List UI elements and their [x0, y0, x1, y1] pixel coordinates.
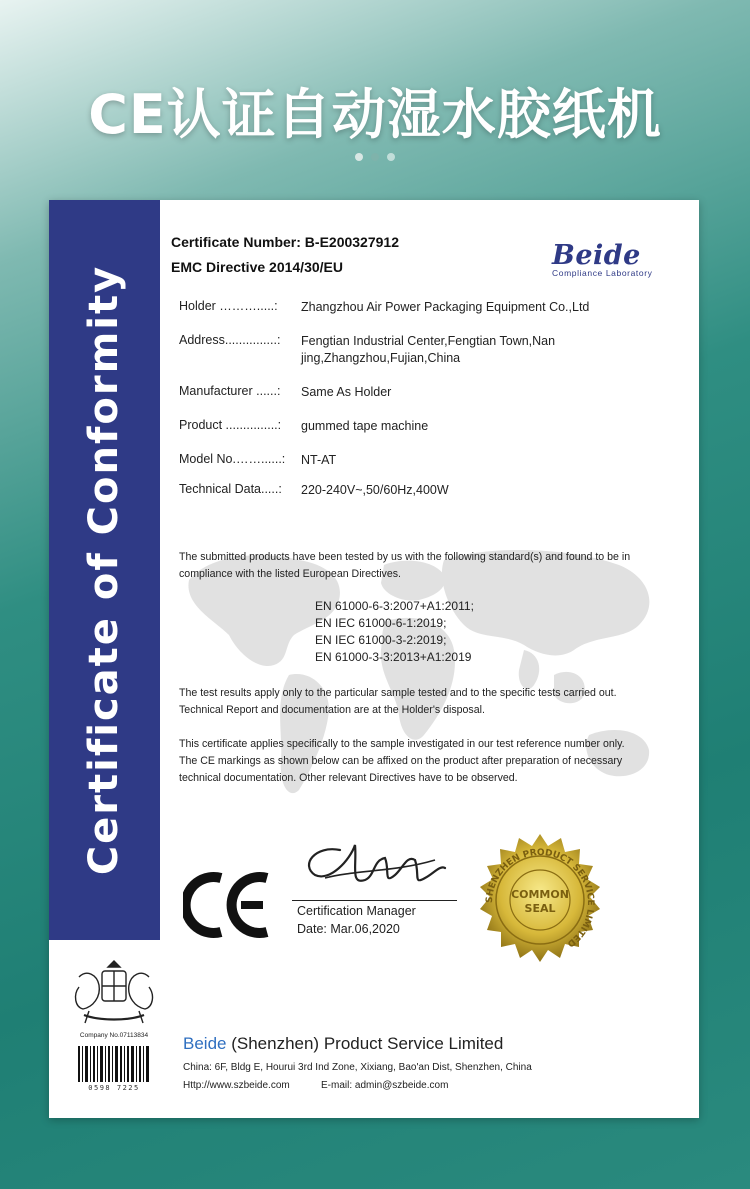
standard-item: EN IEC 61000-6-1:2019;: [315, 616, 447, 630]
field-label: Manufacturer ......:: [179, 384, 281, 398]
royal-crest-icon: [69, 955, 159, 1031]
ce-mark: [183, 870, 273, 940]
seal-line-2: SEAL: [524, 902, 556, 915]
field-label: Holder ……….....:: [179, 299, 278, 313]
field-label: Product ...............:: [179, 418, 282, 432]
common-seal: [469, 832, 611, 974]
standard-item: EN 61000-3-3:2013+A1:2019: [315, 650, 472, 664]
seal-ring-text: SHENZHEN PRODUCT SERVICE LIMITED: [484, 847, 596, 949]
dot-2[interactable]: [371, 153, 379, 161]
barcode-number: 0598 7225: [88, 1084, 140, 1092]
carousel-dots: [0, 148, 750, 166]
text-line: technical documentation. Other relevant Directives have to be observed.: [179, 772, 518, 784]
standards-list: [315, 598, 474, 666]
side-band: [49, 200, 160, 940]
text-line: The CE markings as shown below can be affixed on the product after preparation of necessary: [179, 755, 623, 767]
text-line: Technical Report and documentation are at the Holder's disposal.: [179, 704, 485, 716]
issue-date: Date: Mar.06,2020: [297, 922, 400, 936]
field-value: NT-AT: [301, 453, 337, 467]
field-value: 220-240V~,50/60Hz,400W: [301, 483, 449, 497]
text-line: The submitted products have been tested by us with the following standard(s) and found to be in: [179, 551, 631, 563]
brand-logo: [552, 240, 652, 278]
footer-brand: Beide: [183, 1034, 227, 1053]
page-title: CE认证自动湿水胶纸机: [88, 83, 662, 146]
signature: [295, 830, 455, 900]
field-value: gummed tape machine: [301, 419, 429, 433]
field-value: Same As Holder: [301, 385, 392, 399]
footer-company-name: (Shenzhen) Product Service Limited: [226, 1034, 504, 1053]
standard-item: EN IEC 61000-3-2:2019;: [315, 633, 447, 647]
brand-name: Beide: [552, 240, 641, 271]
field-label: Technical Data.....:: [179, 482, 282, 496]
seal-line-1: COMMON: [511, 888, 569, 901]
dot-1[interactable]: [355, 153, 363, 161]
footer-website[interactable]: Http://www.szbeide.com: [183, 1080, 290, 1091]
standard-item: EN 61000-6-3:2007+A1:2011;: [315, 599, 474, 613]
company-number: Company No.07113834: [79, 1032, 149, 1039]
signature-line: [292, 900, 457, 901]
footer-company: [183, 1034, 503, 1054]
field-value: Fengtian Industrial Center,Fengtian Town,Nan: [301, 334, 556, 348]
certificate-document: [49, 200, 699, 1118]
text-line: The test results apply only to the particular sample tested and to the specific tests carried out.: [179, 687, 617, 699]
intro-paragraph: [179, 549, 679, 583]
side-title: Certificate of Conformity: [81, 264, 127, 876]
footer-address: China: 6F, Bldg E, Hourui 3rd Ind Zone, Xixiang, Bao'an Dist, Shenzhen, China: [183, 1062, 532, 1073]
brand-subtitle: Compliance Laboratory: [552, 268, 653, 278]
text-line: This certificate applies specifically to the sample investigated in our test reference number only.: [179, 738, 625, 750]
signatory-role: Certification Manager: [297, 904, 416, 918]
field-label: Address...............:: [179, 333, 281, 347]
directive: EMC Directive 2014/30/EU: [171, 259, 343, 275]
text-line: compliance with the listed European Directives.: [179, 568, 401, 580]
scope-paragraph: [179, 736, 679, 787]
results-paragraph: [179, 685, 679, 719]
certificate-number: Certificate Number: B-E200327912: [171, 234, 399, 250]
field-label: Model No.……......:: [179, 452, 286, 466]
dot-3[interactable]: [387, 153, 395, 161]
footer-email[interactable]: E-mail: admin@szbeide.com: [321, 1080, 449, 1091]
field-value-cont: jing,Zhangzhou,Fujian,China: [301, 351, 461, 365]
barcode: [78, 1046, 150, 1084]
field-value: Zhangzhou Air Power Packaging Equipment Co.,Ltd: [301, 300, 590, 314]
